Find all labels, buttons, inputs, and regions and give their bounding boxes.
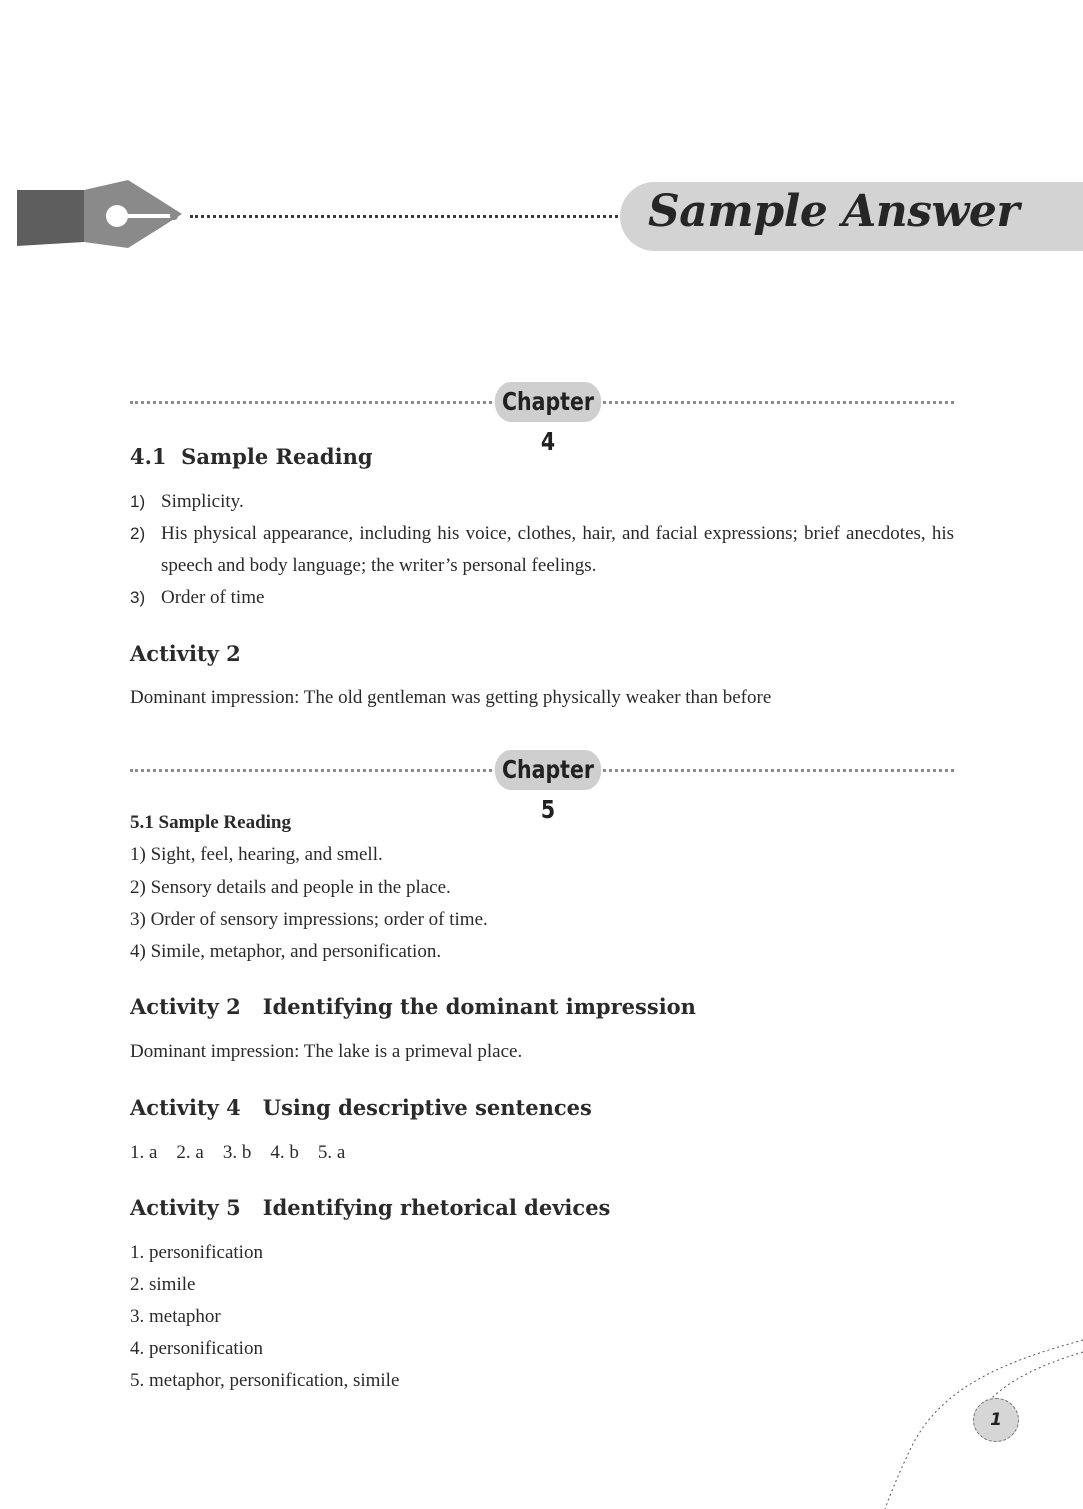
page-title: Sample Answer bbox=[648, 186, 1020, 237]
list-item: 4) Simile, metaphor, and personification. bbox=[130, 941, 442, 962]
activity-heading bbox=[130, 1095, 592, 1120]
activity-heading bbox=[130, 641, 241, 666]
chapter-4-label: Chapter 4 bbox=[495, 382, 602, 422]
list-item: 2) Sensory details and people in the place. bbox=[130, 877, 451, 898]
activity-label: Activity 4 bbox=[130, 1095, 241, 1120]
item-text: His physical appearance, including his voice, clothes, hair, and facial expressions; brief anecdotes, his speech and body language; the writer’s personal feelings. bbox=[161, 523, 954, 576]
list-item: 1. personification bbox=[130, 1242, 263, 1263]
list-item: 4. personification bbox=[130, 1338, 263, 1359]
list-item: 5. metaphor, personification, simile bbox=[130, 1370, 400, 1391]
list-item bbox=[130, 582, 954, 614]
pen-nib-icon bbox=[0, 178, 190, 254]
list-item bbox=[130, 486, 954, 518]
header-dotted-line bbox=[190, 215, 618, 218]
list-item: 1) Sight, feel, hearing, and smell. bbox=[130, 844, 383, 865]
activity-heading bbox=[130, 994, 696, 1019]
activity-label: Activity 2 bbox=[130, 641, 241, 666]
activity-text: Dominant impression: The old gentleman was getting physically weaker than before bbox=[130, 687, 772, 708]
header-banner bbox=[620, 182, 1083, 251]
item-text: Simplicity. bbox=[161, 491, 244, 512]
activity-title: Identifying the dominant impression bbox=[262, 994, 696, 1019]
item-number: 3) bbox=[130, 588, 146, 607]
list-item bbox=[130, 518, 954, 582]
activity-heading bbox=[130, 1195, 610, 1220]
section-5-1-heading: 5.1 Sample Reading bbox=[130, 812, 291, 833]
activity-label: Activity 5 bbox=[130, 1195, 241, 1220]
activity-label: Activity 2 bbox=[130, 994, 241, 1019]
item-number: 1) bbox=[130, 492, 146, 511]
activity-text: Dominant impression: The lake is a primeval place. bbox=[130, 1041, 523, 1062]
page-number: 1 bbox=[973, 1398, 1019, 1442]
item-number: 2) bbox=[130, 524, 146, 543]
list-item: 2. simile bbox=[130, 1274, 196, 1295]
activity-title: Identifying rhetorical devices bbox=[262, 1195, 611, 1220]
section-number: 4.1 bbox=[130, 444, 167, 469]
chapter-5-label: Chapter 5 bbox=[495, 750, 602, 790]
list-item: 3. metaphor bbox=[130, 1306, 221, 1327]
section-title: Sample Reading bbox=[181, 444, 373, 469]
activity-title: Using descriptive sentences bbox=[262, 1095, 592, 1120]
chapter-4-divider bbox=[130, 382, 954, 456]
activity-answers: 1. a 2. a 3. b 4. b 5. a bbox=[130, 1142, 346, 1163]
list-item: 3) Order of sensory impressions; order of time. bbox=[130, 909, 488, 930]
item-text: Order of time bbox=[161, 587, 265, 608]
section-4-1-heading bbox=[130, 444, 373, 469]
